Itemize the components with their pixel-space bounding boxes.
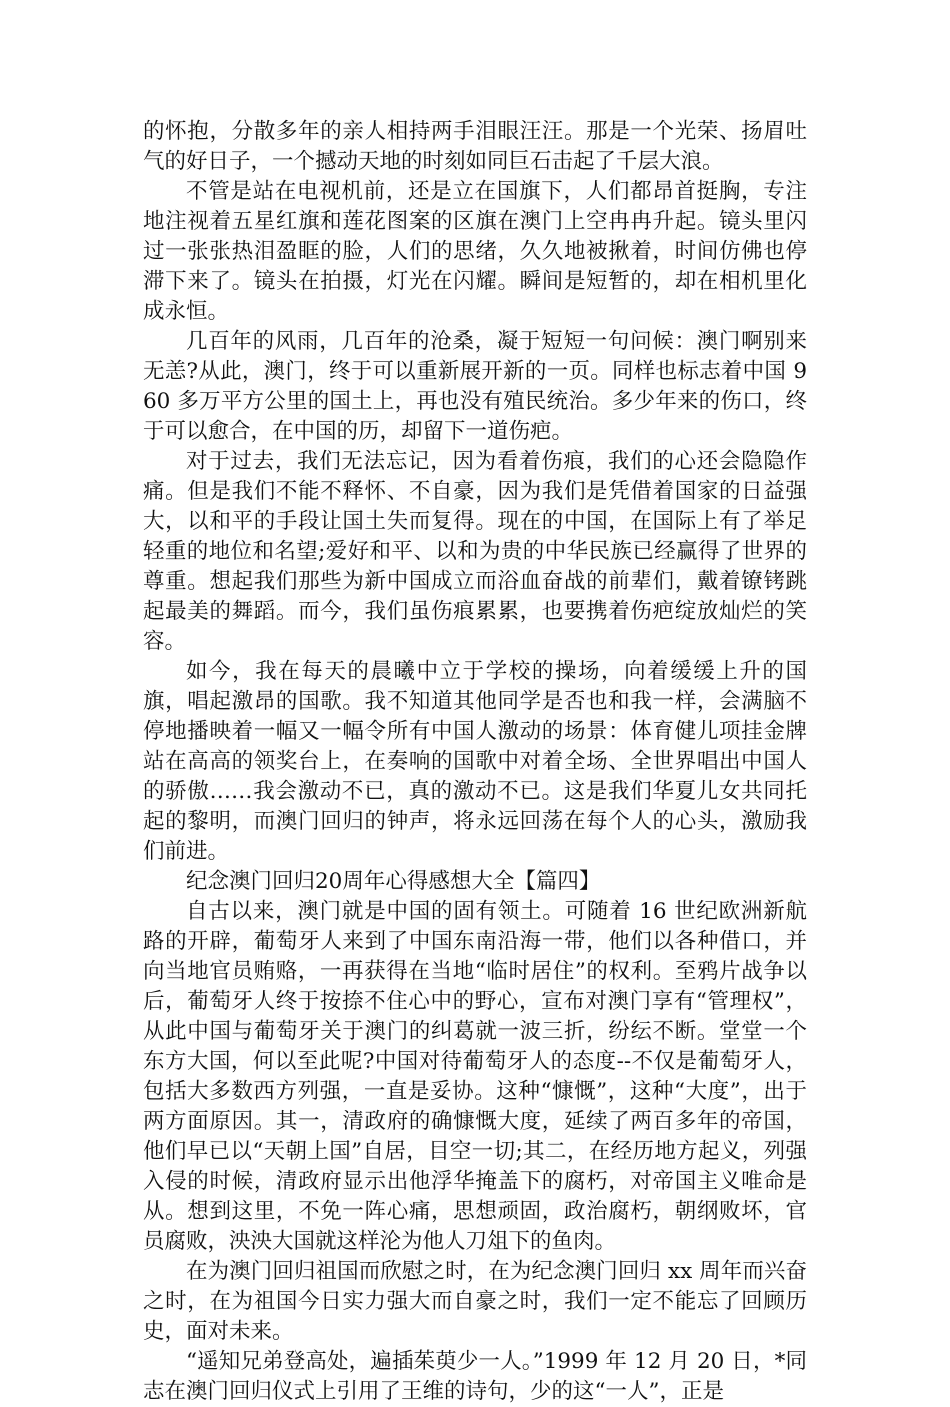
paragraph-8: “遥知兄弟登高处，遍插茱萸少一人。”1999 年 12 月 20 日，*同志在澳门回归仪式上引用了王维的诗句，少的这“一人”，正是: [143, 1349, 807, 1404]
paragraph-7: 在为澳门回归祖国而欣慰之时，在为纪念澳门回归 xx 周年而兴奋之时，在为祖国今日实力强大而自豪之时，我们一定不能忘了回顾历史，面对未来。: [143, 1259, 807, 1344]
paragraph-5: 如今，我在每天的晨曦中立于学校的操场，向着缓缓上升的国旗，唱起激昂的国歌。我不知道其他同学是否也和我一样，会满脑不停地播映着一幅又一幅令所有中国人激动的场景：体育健儿项挂金牌站在高高的领奖台上，在奏响的国歌中对着全场、全世界唱出中国人的骄傲……我会激动不已，真的激动不已。这是我们华夏儿女共同托起的黎明，而澳门回归的钟声，将永远回荡在每个人的心头，激励我们前进。: [143, 659, 807, 864]
paragraph-6: 自古以来，澳门就是中国的固有领土。可随着 16 世纪欧洲新航路的开辟，葡萄牙人来到了中国东南沿海一带，他们以各种借口，并向当地官员贿赂，一再获得在当地“临时居住”的权利。至鸦片战争以后，葡萄牙人终于按捺不住心中的野心，宣布对澳门享有“管理权”，从此中国与葡萄牙关于澳门的纠葛就一波三折，纷纭不断。堂堂一个东方大国，何以至此呢?中国对待葡萄牙人的态度--不仅是葡萄牙人，包括大多数西方列强，一直是妥协。这种“慷慨”，这种“大度”，出于两方面原因。其一，清政府的确慷慨大度，延续了两百多年的帝国，他们早已以“天朝上国”自居，目空一切;其二，在经历地方起义，列强入侵的时候，清政府显示出他浮华掩盖下的腐朽，对帝国主义唯命是从。想到这里，不免一阵心痛，思想顽固，政治腐朽，朝纲败坏，官员腐败，泱泱大国就这样沦为他人刀俎下的鱼肉。: [143, 899, 807, 1254]
document-page: [143, 117, 807, 1407]
paragraph-3: 几百年的风雨，几百年的沧桑，凝于短短一句问候：澳门啊别来无恙?从此，澳门，终于可以重新展开新的一页。同样也标志着中国 960 多万平方公里的国土上，再也没有殖民统治。多少年来的伤口，终于可以愈合，在中国的历，却留下一道伤疤。: [143, 329, 807, 444]
paragraph-4: 对于过去，我们无法忘记，因为看着伤痕，我们的心还会隐隐作痛。但是我们不能不释怀、不自豪，因为我们是凭借着国家的日益强大，以和平的手段让国土失而复得。现在的中国，在国际上有了举足轻重的地位和名望;爱好和平、以和为贵的中华民族已经赢得了世界的尊重。想起我们那些为新中国成立而浴血奋战的前辈们，戴着镣铐跳起最美的舞蹈。而今，我们虽伤痕累累，也要携着伤疤绽放灿烂的笑容。: [143, 449, 807, 654]
paragraph-2: 不管是站在电视机前，还是立在国旗下，人们都昂首挺胸，专注地注视着五星红旗和莲花图案的区旗在澳门上空冉冉升起。镜头里闪过一张张热泪盈眶的脸，人们的思绪，久久地被揪着，时间仿佛也停滞下来了。镜头在拍摄，灯光在闪耀。瞬间是短暂的，却在相机里化成永恒。: [143, 179, 807, 324]
paragraph-1: 的怀抱，分散多年的亲人相持两手泪眼汪汪。那是一个光荣、扬眉吐气的好日子，一个撼动天地的时刻如同巨石击起了千层大浪。: [143, 119, 807, 174]
section-heading: 纪念澳门回归20周年心得感想大全【篇四】: [186, 869, 601, 894]
